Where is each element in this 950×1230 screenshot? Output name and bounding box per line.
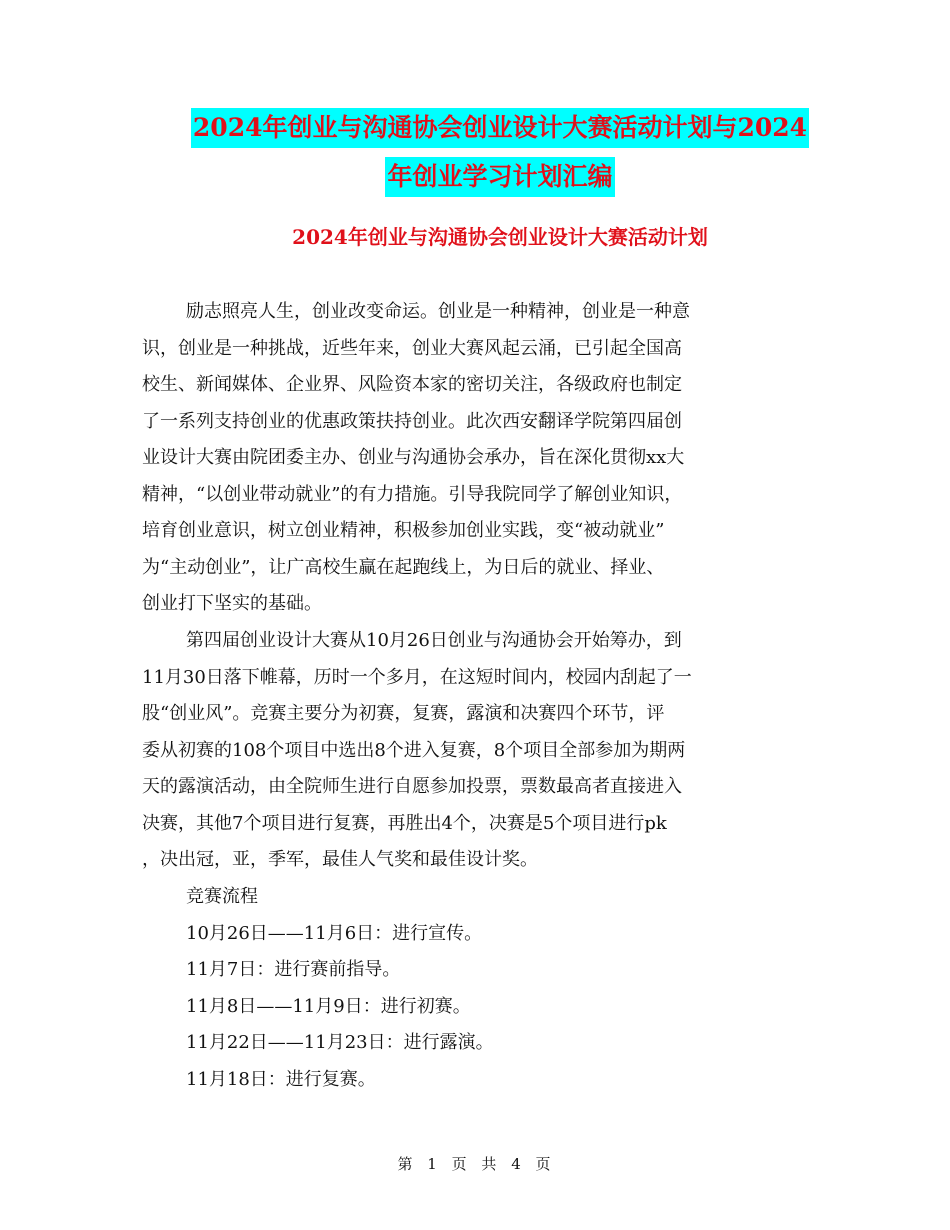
text-line: 精神，“以创业带动就业”的有力措施。引导我院同学了解创业知识， (142, 483, 683, 505)
paragraph-contest (142, 623, 812, 879)
total-pages-number: 4 (511, 1155, 523, 1173)
text-line: 第四届创业设计大赛从10月26日创业与沟通协会开始筹办，到 (186, 630, 682, 651)
text-line: ，决出冠，亚，季军，最佳人气奖和最佳设计奖。 (142, 849, 538, 870)
footer-of: 共 (481, 1155, 499, 1173)
schedule-item: 11月18日：进行复赛。 (186, 1068, 376, 1090)
schedule-item: 11月22日——11月23日：进行露演。 (186, 1032, 494, 1053)
schedule-item: 11月8日——11月9日：进行初赛。 (186, 995, 471, 1017)
document-title (140, 108, 860, 206)
schedule-heading: 竞赛流程 (186, 886, 258, 907)
footer-suffix: 页 (535, 1155, 553, 1173)
current-page-number: 1 (427, 1155, 439, 1173)
text-line: 决赛，其他7个项目进行复赛，再胜出4个，决赛是5个项目进行pk (142, 812, 667, 834)
schedule-item: 10月26日——11月6日：进行宣传。 (186, 922, 483, 944)
text-line: 校生、新闻媒体、企业界、风险资本家的密切关注，各级政府也制定 (142, 374, 682, 395)
text-line: 创业打下坚实的基础。 (142, 593, 322, 614)
text-line: 了一系列支持创业的优惠政策扶持创业。此次西安翻译学院第四届创 (142, 410, 682, 432)
title-line-2: 年创业学习计划汇编 (385, 157, 614, 197)
page-footer (0, 1153, 950, 1175)
text-line: 励志照亮人生，创业改变命运。创业是一种精神，创业是一种意 (186, 301, 690, 322)
footer-mid: 页 (451, 1155, 469, 1173)
text-line: 委从初赛的108个项目中选出8个进入复赛，8个项目全部参加为期两 (142, 739, 686, 761)
section-heading: 2024年创业与沟通协会创业设计大赛活动计划 (292, 225, 708, 249)
text-line: 11月30日落下帷幕，历时一个多月，在这短时间内，校园内刮起了一 (142, 666, 692, 688)
text-line: 天的露演活动，由全院师生进行自愿参加投票，票数最高者直接进入 (142, 776, 682, 797)
text-line: 股“创业风”。竞赛主要分为初赛，复赛，露演和决赛四个环节，评 (142, 703, 665, 724)
text-line: 为“主动创业”，让广高校生赢在起跑线上，为日后的就业、择业、 (142, 556, 665, 578)
title-line-1: 2024年创业与沟通协会创业设计大赛活动计划与2024 (191, 108, 809, 148)
schedule-item: 11月7日：进行赛前指导。 (186, 959, 401, 980)
paragraph-intro (142, 294, 812, 623)
schedule-list (142, 879, 812, 1098)
text-line: 识，创业是一种挑战，近些年来，创业大赛风起云涌，已引起全国高 (142, 337, 682, 359)
text-line: 培育创业意识，树立创业精神，积极参加创业实践，变“被动就业” (142, 520, 665, 541)
text-line: 业设计大赛由院团委主办、创业与沟通协会承办，旨在深化贯彻xx大 (142, 447, 685, 468)
footer-prefix: 第 (397, 1155, 415, 1173)
